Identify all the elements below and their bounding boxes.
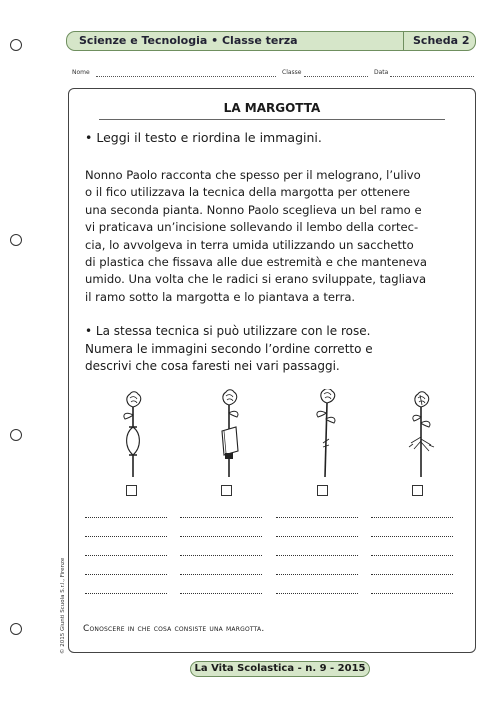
answer-line[interactable] bbox=[85, 574, 167, 575]
paragraph-line: o il fico utilizzava la tecnica della margotta per ottenere bbox=[85, 185, 411, 200]
paragraph-line: cia, lo avvolgeva in terra umida utilizzando un sacchetto bbox=[85, 237, 414, 252]
rose-step-incision-icon bbox=[305, 389, 345, 479]
sheet-number: Scheda 2 bbox=[413, 34, 470, 47]
answer-line[interactable] bbox=[85, 517, 167, 518]
answer-line[interactable] bbox=[180, 555, 262, 556]
name-field[interactable] bbox=[96, 76, 276, 77]
answer-line[interactable] bbox=[276, 555, 358, 556]
answer-line[interactable] bbox=[276, 593, 358, 594]
answer-line[interactable] bbox=[276, 536, 358, 537]
answer-line[interactable] bbox=[371, 574, 453, 575]
answer-line[interactable] bbox=[85, 536, 167, 537]
answer-line[interactable] bbox=[85, 555, 167, 556]
answer-line[interactable] bbox=[180, 536, 262, 537]
story-paragraph bbox=[85, 167, 465, 306]
footer-publication: La Vita Scolastica - n. 9 - 2015 bbox=[190, 661, 370, 677]
answer-line[interactable] bbox=[85, 593, 167, 594]
punch-hole-2 bbox=[10, 234, 22, 246]
class-field[interactable] bbox=[304, 76, 368, 77]
name-label: Nome bbox=[72, 69, 90, 76]
paragraph-line: Nonno Paolo racconta che spesso per il melograno, l’ulivo bbox=[85, 168, 421, 182]
instruction-line: descrivi che cosa faresti nei vari passaggi. bbox=[85, 359, 340, 373]
worksheet-card bbox=[68, 88, 476, 653]
paragraph-line: vi praticava un’incisione sollevando il lembo della cortec- bbox=[85, 220, 419, 235]
date-label: Data bbox=[374, 69, 389, 76]
rose-step-wrapped-bag-icon bbox=[113, 389, 153, 479]
answer-line[interactable] bbox=[180, 517, 262, 518]
order-box-4[interactable] bbox=[412, 485, 423, 496]
paragraph-line: una seconda pianta. Nonno Paolo sceglieva un bel ramo e bbox=[85, 202, 422, 217]
punch-hole-1 bbox=[10, 39, 22, 51]
order-box-2[interactable] bbox=[221, 485, 232, 496]
answer-line[interactable] bbox=[276, 517, 358, 518]
title-underline bbox=[99, 119, 445, 120]
order-box-1[interactable] bbox=[126, 485, 137, 496]
header-bar bbox=[66, 31, 476, 51]
paragraph-line: il ramo sotto la margotta e lo piantava a terra. bbox=[85, 289, 356, 304]
instruction-roses bbox=[85, 323, 465, 376]
answer-line[interactable] bbox=[180, 574, 262, 575]
answer-line[interactable] bbox=[371, 536, 453, 537]
answer-line[interactable] bbox=[371, 593, 453, 594]
copyright-note: © 2015 Giunti Scuola S.r.l., Firenze bbox=[60, 557, 66, 654]
instruction-line: • La stessa tecnica si può utilizzare con le rose. bbox=[85, 324, 371, 338]
rose-step-bag-open-icon bbox=[209, 389, 249, 479]
learning-objective: Conoscere in che cosa consiste una margotta. bbox=[83, 624, 265, 634]
order-box-3[interactable] bbox=[317, 485, 328, 496]
instruction-line: Numera le immagini secondo l’ordine corretto e bbox=[85, 341, 373, 356]
subject-title: Scienze e Tecnologia • Classe terza bbox=[79, 34, 298, 47]
instruction-read: • Leggi il testo e riordina le immagini. bbox=[85, 130, 322, 145]
class-label: Classe bbox=[282, 69, 302, 76]
answer-line[interactable] bbox=[371, 555, 453, 556]
answer-line[interactable] bbox=[276, 574, 358, 575]
header-divider bbox=[403, 32, 404, 50]
date-field[interactable] bbox=[390, 76, 474, 77]
rose-step-roots-icon bbox=[401, 389, 441, 479]
answer-line[interactable] bbox=[371, 517, 453, 518]
worksheet-title: LA MARGOTTA bbox=[223, 101, 321, 115]
student-fields bbox=[72, 69, 476, 81]
paragraph-line: umido. Una volta che le radici si erano sviluppate, tagliava bbox=[85, 272, 427, 287]
paragraph-line: di plastica che fissava alle due estremità e che manteneva bbox=[85, 255, 427, 270]
punch-hole-3 bbox=[10, 429, 22, 441]
answer-line[interactable] bbox=[180, 593, 262, 594]
punch-hole-4 bbox=[10, 623, 22, 635]
